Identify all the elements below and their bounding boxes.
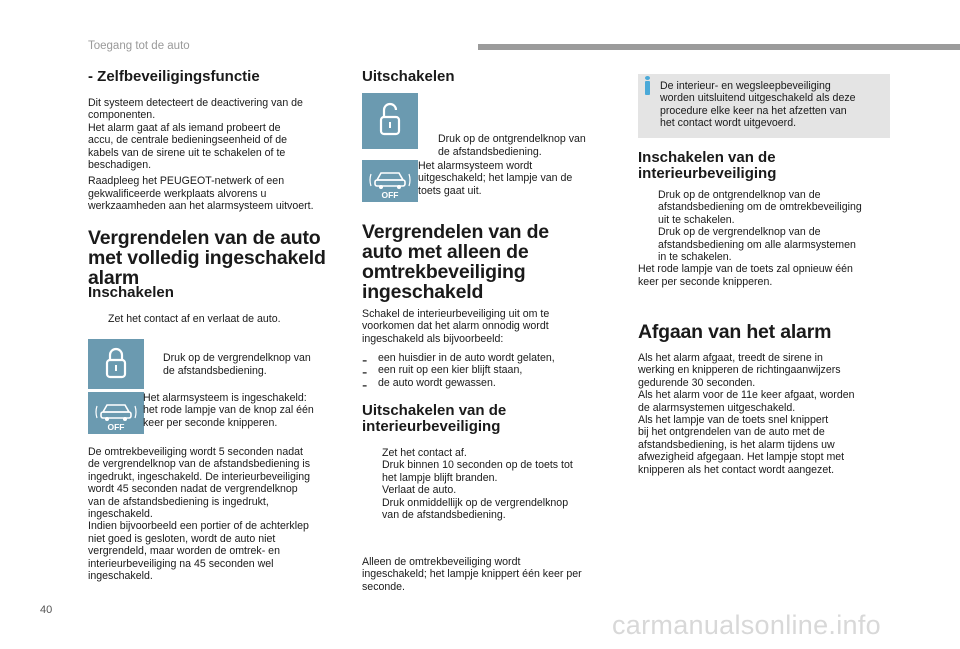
text-line: bij het ontgrendelen van de auto met de: [638, 426, 825, 439]
off-label: OFF: [381, 190, 399, 200]
heading-line: auto met alleen de: [362, 241, 529, 263]
heading-deactivate: [362, 68, 455, 85]
text-line: Het alarm gaat af als iemand probeert de: [88, 121, 281, 134]
text-line: Zet het contact af.: [382, 447, 467, 459]
heading-text: Inschakelen: [88, 284, 174, 301]
text-line: werkzaamheden aan het alarmsysteem uitvoert.: [88, 200, 314, 213]
watermark: carmanualsonline.info: [612, 610, 881, 640]
text-line: gekwalificeerde werkplaats alvorens u: [88, 187, 267, 200]
list-item: [362, 497, 627, 522]
heading-line: Vergrendelen van de: [362, 221, 549, 243]
heading-text: Afgaan van het alarm: [638, 321, 832, 343]
text-line: van de afstandsbediening is ingedrukt,: [88, 495, 269, 508]
text-line: afstandsbediening, is het alarm tijdens uw: [638, 438, 835, 451]
text-line: Als het alarm voor de 11e keer afgaat, worden: [638, 389, 855, 402]
text-line: afstandsbediening om alle alarmsystemen: [658, 238, 856, 251]
text-line: kabels van de sirene uit te schakelen of te: [88, 146, 286, 159]
text-line: Het alarmsysteem is ingeschakeld:: [143, 392, 307, 404]
text-line: interieurbeveiliging na 45 seconden wel: [88, 557, 274, 570]
text-line: werking en knipperen de richtingaanwijzers: [638, 364, 841, 377]
heading-interior-activate: [638, 150, 898, 182]
text-line: Verlaat de auto.: [382, 484, 457, 497]
text-line: procedure elke keer na het afzetten van: [660, 104, 847, 117]
heading-lock-full: [88, 228, 353, 288]
page-number: 40: [40, 604, 53, 616]
list-item: [638, 189, 900, 226]
heading-line: Vergrendelen van de auto: [88, 227, 321, 249]
info-text: [660, 80, 888, 130]
alarm-off-indicator-icon: [88, 392, 144, 434]
heading-lock-perimeter: [362, 222, 627, 302]
list-item: [638, 226, 900, 263]
list-item: [362, 364, 627, 382]
text-line: Alleen de omtrekbeveiliging wordt: [362, 556, 521, 568]
text-line: ingeschakeld.: [88, 508, 153, 521]
text-line: in te schakelen.: [658, 251, 732, 264]
text-line: Druk op de ontgrendelknop van: [438, 133, 586, 146]
text-line: het rode lampje van de knop zal één: [143, 404, 314, 417]
paragraph: [638, 352, 900, 476]
padlock-open-icon: [362, 93, 418, 149]
text-line: gedurende 30 seconden.: [638, 376, 756, 389]
heading-line: alarm: [88, 267, 140, 289]
text-line: Dit systeem detecteert de deactivering van de: [88, 97, 303, 109]
heading-line: ingeschakeld: [362, 281, 484, 303]
dash-icon: -: [362, 364, 368, 382]
paragraph: [362, 556, 627, 593]
unlock-button-icon: [362, 93, 418, 149]
heading-line: omtrekbeveiliging: [362, 261, 526, 283]
text-line: afwezigheid afgegaan. Het lampje stopt met: [638, 451, 845, 464]
bullet-list: [362, 447, 627, 521]
text-line: beschadigen.: [88, 159, 152, 172]
text-line: seconde.: [362, 580, 405, 593]
text-line: een huisdier in de auto wordt gelaten,: [378, 352, 555, 364]
paragraph: [88, 446, 358, 582]
list-item: [362, 352, 627, 369]
text-line: Druk op de ontgrendelknop van de: [658, 189, 821, 201]
list-item: [362, 447, 627, 459]
text-line: Druk op de vergrendelknop van de: [658, 226, 821, 239]
off-label: OFF: [107, 422, 125, 432]
header-bar: [478, 44, 960, 50]
text-line: uit te schakelen.: [658, 213, 735, 226]
heading-self-protection: - Zelfbeveiligingsfunctie: [88, 68, 260, 85]
paragraph: [88, 175, 353, 212]
dash-icon: -: [362, 376, 368, 394]
text-line: de alarmsystemen uitgeschakeld.: [638, 401, 796, 414]
text-line: de afstandsbediening.: [163, 364, 267, 377]
text-line: Schakel de interieurbeveiliging uit om te: [362, 308, 550, 320]
list-item: [362, 459, 627, 484]
text-line: componenten.: [88, 109, 156, 122]
heading-activate: [88, 285, 174, 301]
section-title: Toegang tot de auto: [88, 40, 190, 52]
text-line: knipperen als het contact wordt aangezet.: [638, 463, 835, 476]
text-line: accu, de centrale bedieningseenheid of de: [88, 134, 288, 147]
padlock-closed-icon: [88, 339, 144, 389]
text-line: de auto wordt gewassen.: [378, 376, 496, 389]
text-line: afstandsbediening om de omtrekbeveiliging: [658, 201, 862, 214]
text-line: worden uitsluitend uitgeschakeld als deze: [660, 92, 856, 105]
text-line: Indien bijvoorbeeld een portier of de achterklep: [88, 520, 309, 533]
text-line: ingeschakeld; het lampje knippert één keer per: [362, 568, 582, 581]
info-icon: [645, 76, 650, 80]
text-line: de afstandsbediening.: [438, 145, 542, 158]
text-line: uitgeschakeld; het lampje van de: [418, 172, 573, 185]
bullet-item: [143, 352, 363, 377]
column-1: [88, 68, 353, 213]
text-line: toets gaat uit.: [418, 184, 482, 197]
heading-line: Uitschakelen van de: [362, 402, 507, 419]
text-line: het contact wordt uitgevoerd.: [660, 117, 797, 130]
bullet-list: [638, 189, 900, 288]
heading-line: met volledig ingeschakeld: [88, 247, 326, 269]
list-item: [362, 376, 627, 394]
text-line: Het alarmsysteem wordt: [418, 160, 533, 172]
text-line: ingeschakeld.: [88, 570, 153, 583]
text-line: Als het lampje van de toets snel knippert: [638, 414, 829, 427]
text-line: ingedrukt, ingeschakeld. De interieurbeveiliging: [88, 470, 311, 483]
text-line: wordt 45 seconden nadat de vergrendelknop: [88, 483, 298, 496]
heading-line: interieurbeveiliging: [362, 418, 501, 435]
text-line: Zet het contact af en verlaat de auto.: [108, 313, 281, 325]
paragraph: [362, 308, 627, 345]
text-line: Als het alarm afgaat, treedt de sirene in: [638, 352, 823, 364]
text-line: keer per seconde knipperen.: [143, 416, 278, 429]
bullet-item: [418, 133, 638, 158]
text-line: De interieur- en wegsleepbeveiliging: [660, 80, 831, 92]
text-line: niet goed is gesloten, wordt de auto niet: [88, 532, 276, 545]
text-line: de vergrendelknop van de afstandsbediening is: [88, 458, 311, 471]
text-line: van de afstandsbediening.: [382, 509, 506, 522]
text-line: Druk onmiddellijk op de vergrendelknop: [382, 496, 569, 509]
text-line: Druk binnen 10 seconden op de toets tot: [382, 459, 573, 472]
paragraph: [418, 160, 618, 197]
bullet-item: [88, 313, 373, 325]
lock-button-icon: [88, 339, 144, 389]
heading-interior-deactivate: [362, 403, 627, 435]
text-line: ingeschakeld als bijvoorbeeld:: [362, 332, 504, 345]
heading-alarm-triggered: [638, 322, 831, 342]
text-line: De omtrekbeveiliging wordt 5 seconden nadat: [88, 446, 303, 458]
paragraph: [88, 97, 353, 171]
dash-list: [362, 352, 627, 394]
text-line: voorkomen dat het alarm onnodig wordt: [362, 320, 549, 333]
text-line: keer per seconde knipperen.: [638, 275, 773, 288]
dash-icon: -: [362, 352, 368, 369]
info-icon-stem: [645, 81, 650, 95]
text-line: Raadpleeg het PEUGEOT-netwerk of een: [88, 175, 285, 188]
text-line: vergrendeld, maar worden de omtrek- en: [88, 545, 280, 558]
text-line: het lampje blijft branden.: [382, 471, 498, 484]
heading-line: interieurbeveiliging: [638, 165, 777, 182]
text-line: Het rode lampje van de toets zal opnieuw één: [638, 263, 853, 276]
text-line: een ruit op een kier blijft staan,: [378, 364, 523, 377]
alarm-off-indicator-icon: [362, 160, 418, 202]
text-line: Druk op de vergrendelknop van: [163, 352, 311, 365]
paragraph: [143, 392, 343, 429]
heading-line: Inschakelen van de: [638, 149, 776, 166]
heading-text: Uitschakelen: [362, 68, 455, 85]
list-item: [362, 484, 627, 496]
